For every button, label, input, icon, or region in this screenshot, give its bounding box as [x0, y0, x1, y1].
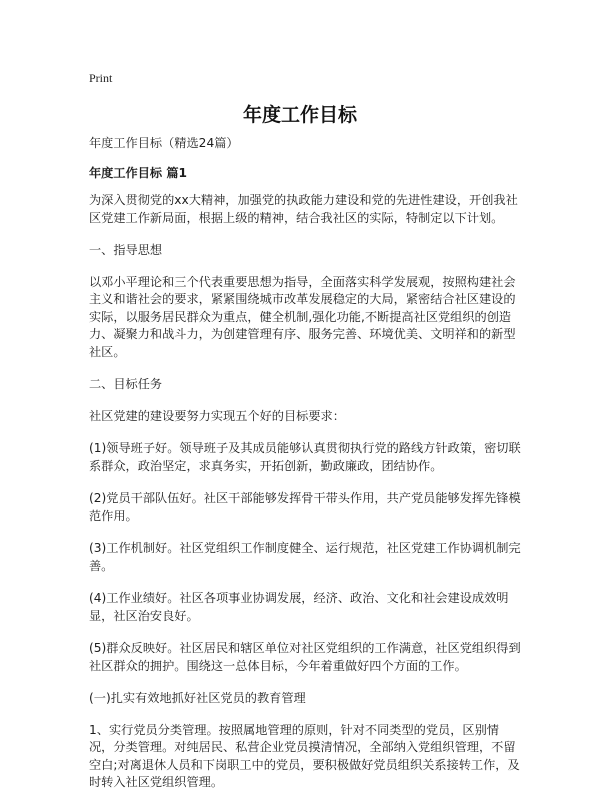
paragraph: 为深入贯彻党的xx大精神，加强党的执政能力建设和党的先进性建设，开创我社区党建工作新局面，根据上级的精神，结合我社区的实际，特制定以下计划。: [89, 193, 518, 225]
paragraph: (2)党员干部队伍好。社区干部能够发挥骨干带头作用，共产党员能够发挥先锋模范作用。: [89, 491, 521, 523]
print-link[interactable]: Print: [89, 71, 113, 85]
paragraph-heading: (一)扎实有效地抓好社区党员的教育管理: [89, 691, 306, 705]
paragraph-heading: 一、指导思想: [89, 243, 163, 257]
paragraph: (4)工作业绩好。社区各项事业协调发展，经济、政治、文化和社会建设成效明显，社区治安良好。: [89, 591, 509, 623]
paragraph: (1)领导班子好。领导班子及其成员能够认真贯彻执行党的路线方针政策，密切联系群众，政治坚定，求真务实，开拓创新，勤政廉政，团结协作。: [89, 441, 521, 473]
paragraph: 以邓小平理论和三个代表重要思想为指导，全面落实科学发展观，按照构建社会主义和谐社会的要求，紧紧围绕城市改革发展稳定的大局，紧密结合社区建设的实际，以服务居民群众为重点，健全机制,强化功能,不断提高社区党组织的创造力、凝聚力和战斗力，为创建管理有序、服务完善、环境优美、文明祥和的新型社区。: [89, 274, 516, 359]
paragraph-heading: 二、目标任务: [89, 377, 163, 391]
section-heading: 年度工作目标 篇1: [89, 165, 188, 180]
paragraph: 社区党建的建设要努力实现五个好的目标要求：: [89, 408, 345, 423]
paragraph: 1、实行党员分类管理。按照属地管理的原则，针对不同类型的党员，区别情况，分类管理。对纯居民、私营企业党员摸清情况，全部纳入党组织管理，不留空白;对离退休人员和下岗职工中的党员，要积极做好党员组织关系接转工作，及时转入社区党组织管理。: [89, 722, 520, 789]
document-subtitle: 年度工作目标（精选24篇）: [89, 136, 239, 150]
paragraph: (5)群众反映好。社区居民和辖区单位对社区党组织的工作满意，社区党组织得到社区群众的拥护。围绕这一总体目标，今年着重做好四个方面的工作。: [89, 641, 521, 673]
paragraph: (3)工作机制好。社区党组织工作制度健全、运行规范，社区党建工作协调机制完善。: [89, 541, 521, 573]
document-body: [89, 135, 521, 807]
document-title: 年度工作目标: [242, 104, 357, 126]
